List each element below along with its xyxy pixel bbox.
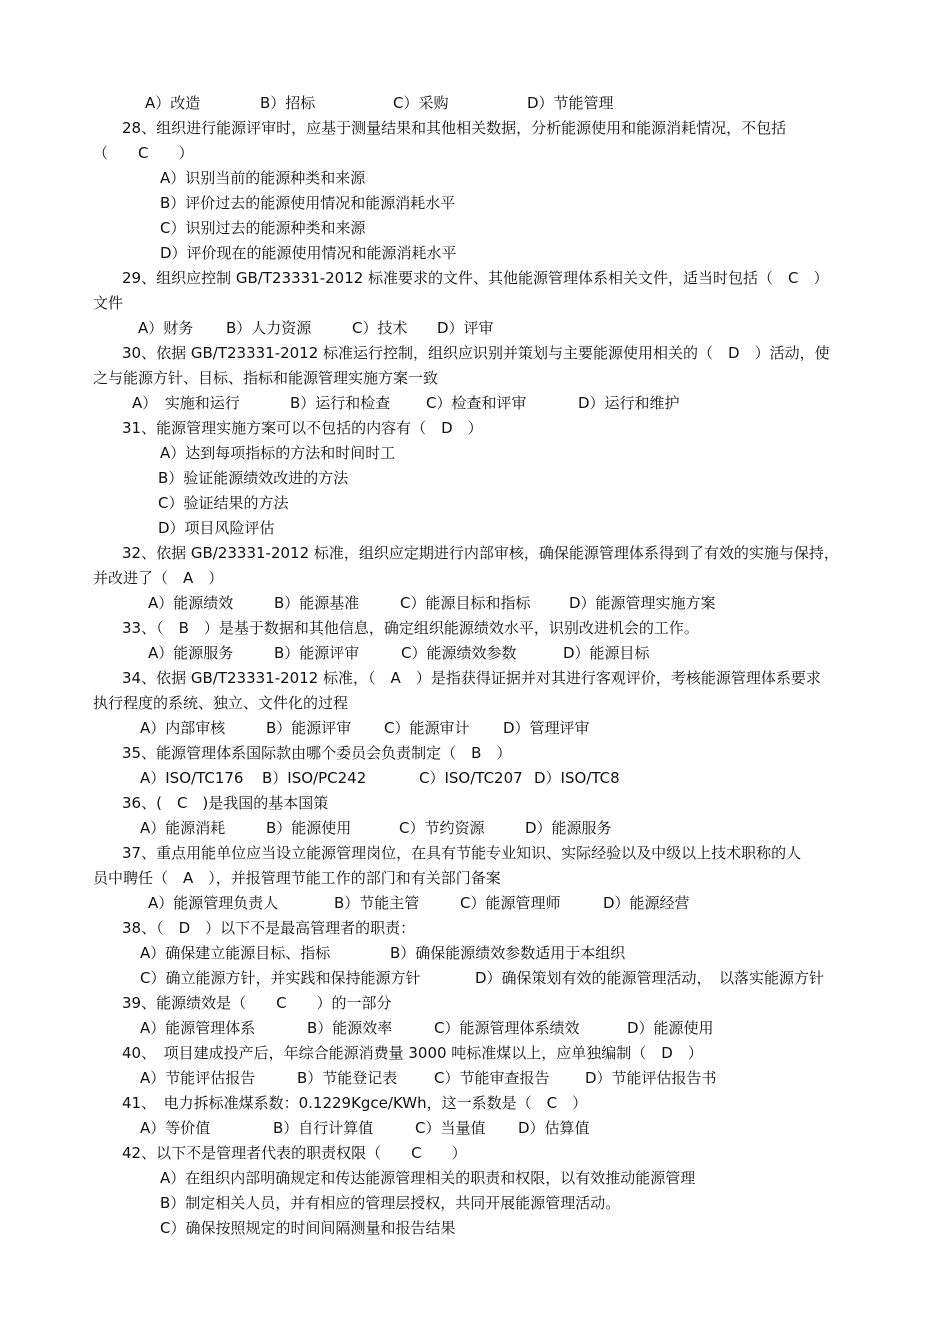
q29-stem-cont: 文件 — [93, 294, 124, 312]
q35-option-a: A）ISO/TC176 — [140, 769, 244, 787]
q37-option-d: D）能源经营 — [603, 894, 690, 912]
q38-options-row1 — [140, 943, 625, 963]
q31-option-b: B）验证能源绩效改进的方法 — [158, 469, 349, 487]
q28-stem: 28、组织进行能源评审时，应基于测量结果和其他相关数据，分析能源使用和能源消耗情况，不包括 — [122, 119, 787, 137]
q27-option-d: D）节能管理 — [527, 94, 614, 112]
q38-option-d: D）确保策划有效的能源管理活动， 以落实能源方针 — [475, 969, 825, 987]
q40-options — [140, 1068, 717, 1088]
q40-option-d: D）节能评估报告书 — [585, 1069, 717, 1087]
q41-option-a: A）等价值 — [140, 1119, 211, 1137]
q34-options — [140, 718, 590, 738]
q30-option-c: C）检查和评审 — [426, 394, 527, 412]
q37-stem: 37、重点用能单位应当设立能源管理岗位，在具有节能专业知识、实际经验以及中级以上技术职称的人 — [122, 844, 802, 862]
q37-option-a: A）能源管理负责人 — [148, 894, 279, 912]
q27-option-b: B）招标 — [260, 94, 316, 112]
q29-option-b: B）人力资源 — [226, 319, 312, 337]
q30-option-b: B）运行和检查 — [290, 394, 391, 412]
q30-options — [132, 393, 680, 413]
q30-option-d: D）运行和维护 — [578, 394, 680, 412]
q30-stem-cont: 之与能源方针、目标、指标和能源管理实施方案一致 — [93, 369, 439, 387]
q31-option-d: D）项目风险评估 — [158, 519, 275, 537]
q32-option-a: A）能源绩效 — [148, 594, 234, 612]
q42-option-c: C）确保按照规定的时间间隔测量和报告结果 — [160, 1219, 456, 1237]
q28-stem-cont: （ C ） — [93, 144, 194, 162]
q36-options — [140, 818, 612, 838]
q35-option-d: D）ISO/TC8 — [534, 769, 620, 787]
q29-stem: 29、组织应控制 GB/T23331-2012 标准要求的文件、其他能源管理体系相关文件，适当时包括（ C ） — [122, 269, 829, 287]
q38-option-c: C）确立能源方针，并实践和保持能源方针 — [140, 969, 421, 987]
q31-option-a: A）达到每项指标的方法和时间时工 — [160, 444, 396, 462]
q27-option-c: C）采购 — [393, 94, 449, 112]
q38-option-a: A）确保建立能源目标、指标 — [140, 944, 331, 962]
q39-options — [140, 1018, 714, 1038]
q38-stem: 38、（ D ）以下不是最高管理者的职责： — [122, 919, 416, 937]
q33-option-a: A）能源服务 — [148, 644, 234, 662]
q40-option-a: A）节能评估报告 — [140, 1069, 256, 1087]
q37-option-c: C）能源管理师 — [460, 894, 561, 912]
q36-stem: 36、( C )是我国的基本国策 — [122, 794, 329, 812]
q42-option-a: A）在组织内部明确规定和传达能源管理相关的职责和权限，以有效推动能源管理 — [160, 1169, 696, 1187]
q42-stem: 42、以下不是管理者代表的职责权限（ C ） — [122, 1144, 467, 1162]
q34-option-d: D）管理评审 — [503, 719, 590, 737]
q30-stem: 30、依据 GB/T23331-2012 标准运行控制，组织应识别并策划与主要能源使用相关的（ D ）活动，使 — [122, 344, 830, 362]
q35-option-b: B）ISO/PC242 — [262, 769, 367, 787]
q32-options — [148, 593, 716, 613]
q37-options — [148, 893, 690, 913]
q38-option-b: B）确保能源绩效参数适用于本组织 — [390, 944, 626, 962]
q37-stem-cont: 员中聘任（ A ），并报管理节能工作的部门和有关部门备案 — [93, 869, 501, 887]
q33-option-d: D）能源目标 — [563, 644, 650, 662]
q39-option-d: D）能源使用 — [627, 1019, 714, 1037]
q29-option-c: C）技术 — [352, 319, 408, 337]
q42-option-b: B）制定相关人员，并有相应的管理层授权，共同开展能源管理活动。 — [160, 1194, 621, 1212]
q28-option-a: A）识别当前的能源种类和来源 — [160, 169, 366, 187]
q35-stem: 35、能源管理体系国际款由哪个委员会负责制定（ B ） — [122, 744, 512, 762]
q32-stem-cont: 并改进了（ A ） — [93, 569, 224, 587]
q33-options — [148, 643, 650, 663]
q34-option-c: C）能源审计 — [384, 719, 470, 737]
q34-stem-cont: 执行程度的系统、独立、文件化的过程 — [93, 694, 349, 712]
q33-option-c: C）能源绩效参数 — [401, 644, 517, 662]
q41-option-d: D）估算值 — [518, 1119, 590, 1137]
q29-option-d: D）评审 — [437, 319, 494, 337]
q27-option-a: A）改造 — [145, 94, 201, 112]
q40-option-c: C）节能审查报告 — [434, 1069, 550, 1087]
q38-options-row2 — [140, 968, 824, 988]
q30-option-a: A） 实施和运行 — [132, 394, 240, 412]
q34-stem: 34、依据 GB/T23331-2012 标准，（ A ）是指获得证据并对其进行客观评价，考核能源管理体系要求 — [122, 669, 821, 687]
q40-stem: 40、 项目建成投产后，年综合能源消费量 3000 吨标准煤以上，应单独编制（ D ） — [122, 1044, 703, 1062]
q39-option-a: A）能源管理体系 — [140, 1019, 256, 1037]
q32-stem: 32、依据 GB/23331-2012 标准，组织应定期进行内部审核，确保能源管理体系得到了有效的实施与保持， — [122, 544, 839, 562]
q36-option-b: B）能源使用 — [266, 819, 352, 837]
q28-option-c: C）识别过去的能源种类和来源 — [160, 219, 366, 237]
q41-option-c: C）当量值 — [415, 1119, 486, 1137]
q33-option-b: B）能源评审 — [274, 644, 360, 662]
q32-option-b: B）能源基准 — [274, 594, 360, 612]
q39-option-c: C）能源管理体系绩效 — [434, 1019, 580, 1037]
q34-option-a: A）内部审核 — [140, 719, 226, 737]
q37-option-b: B）节能主管 — [334, 894, 420, 912]
q31-stem: 31、能源管理实施方案可以不包括的内容有（ D ） — [122, 419, 483, 437]
q35-option-c: C）ISO/TC207 — [419, 769, 523, 787]
q31-option-c: C）验证结果的方法 — [158, 494, 289, 512]
q39-option-b: B）能源效率 — [307, 1019, 393, 1037]
q41-stem: 41、 电力拆标准煤系数：0.1229Kgce/KWh，这一系数是（ C ） — [122, 1094, 588, 1112]
q36-option-a: A）能源消耗 — [140, 819, 226, 837]
q41-option-b: B）自行计算值 — [273, 1119, 374, 1137]
q41-options — [140, 1118, 590, 1138]
q32-option-d: D）能源管理实施方案 — [569, 594, 716, 612]
q29-option-a: A）财务 — [138, 319, 194, 337]
q28-option-b: B）评价过去的能源使用情况和能源消耗水平 — [160, 194, 456, 212]
q33-stem: 33、（ B ）是基于数据和其他信息，确定组织能源绩效水平，识别改进机会的工作。 — [122, 619, 699, 637]
q36-option-d: D）能源服务 — [525, 819, 612, 837]
q40-option-b: B）节能登记表 — [297, 1069, 398, 1087]
q28-option-d: D）评价现在的能源使用情况和能源消耗水平 — [160, 244, 457, 262]
q27-options — [145, 93, 614, 113]
q34-option-b: B）能源评审 — [266, 719, 352, 737]
q36-option-c: C）节约资源 — [399, 819, 485, 837]
q29-options — [138, 318, 494, 338]
q39-stem: 39、能源绩效是（ C ）的一部分 — [122, 994, 392, 1012]
q32-option-c: C）能源目标和指标 — [400, 594, 531, 612]
q35-options — [140, 768, 620, 788]
